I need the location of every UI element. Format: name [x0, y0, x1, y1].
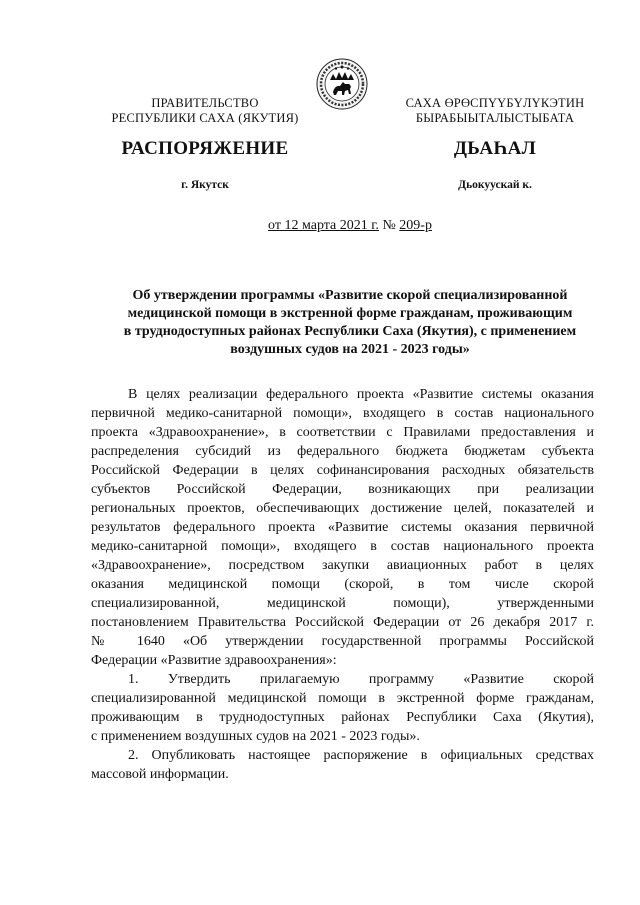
body-line: Федерации «Развитие здравоохранения»:: [91, 653, 337, 668]
body-line: распределения субсидий из федерального бюджета бюджетам субъекта: [91, 444, 594, 459]
body-line: Российской Федерации в целях софинансирования расходных обязательств: [91, 463, 594, 478]
issuer-name-line-2: РЕСПУБЛИКИ САХА (ЯКУТИЯ): [111, 111, 299, 125]
title-line: воздушных судов на 2021 - 2023 годы»: [230, 342, 470, 357]
issuer-name-yakut-line-2: БЫРАБЫЫТАЛЫСТЫБАТА: [415, 111, 575, 125]
body-line: субъектов Российской Федерации, возникающих при реализации: [91, 482, 594, 497]
body-line: № 1640 «Об утверждении государственной программы Российской: [91, 634, 594, 649]
document-type-russian: РАСПОРЯЖЕНИЕ: [121, 138, 289, 159]
issuer-name-line-1: ПРАВИТЕЛЬСТВО: [151, 96, 259, 110]
body-line: оказания медицинской помощи (скорой, в том числе скорой: [91, 577, 594, 592]
coat-of-arms-icon: [316, 58, 368, 110]
issuer-name-yakut-line-1: САХА ӨРӨСПҮҮБҮЛҮКЭТИН: [405, 96, 585, 110]
body-line: проживающим в труднодоступных районах Республики Саха (Якутия),: [91, 710, 594, 725]
body-line: результатов федерального проекта «Развитие системы оказания первичной: [91, 520, 594, 535]
body-line: В целях реализации федерального проекта «Развитие системы оказания: [128, 387, 594, 402]
body-line: постановлением Правительства Российской Федерации от 26 декабря 2017 г.: [91, 615, 594, 630]
document-type-yakut: ДЬАҺАЛ: [453, 138, 537, 159]
body-line: первичной медико-санитарной помощи», входящего в состав национального: [91, 406, 594, 421]
title-line: в труднодоступных районах Республики Саха (Якутия), с применением: [123, 324, 577, 339]
body-line: проекта «Здравоохранение», в соответствии с Правилами предоставления и: [91, 425, 594, 440]
coat-of-arms-emblem: [316, 58, 368, 110]
body-line: медико-санитарной помощи», входящего в состав национального проекта: [91, 539, 594, 554]
body-line: специализированной, медицинской помощи), утвержденными: [91, 596, 594, 611]
issuer-name-russian: [100, 96, 310, 126]
date-value: 12 марта 2021 г.: [284, 218, 379, 233]
body-line: региональных проектов, обеспечивающих достижение целей, показателей и: [91, 501, 594, 516]
title-line: Об утверждении программы «Развитие скорой специализированной: [132, 288, 568, 303]
issuer-name-yakut: [390, 96, 600, 126]
document-date-number: [100, 218, 600, 234]
document-title: [96, 287, 604, 359]
body-line: с применением воздушных судов на 2021 - 2023 годы».: [91, 729, 420, 744]
document-body: [91, 385, 594, 784]
body-line: специализированной медицинской помощи в экстренной форме гражданам,: [91, 691, 594, 706]
body-line: массовой информации.: [91, 767, 229, 782]
title-line: медицинской помощи в экстренной форме гражданам, проживающим: [127, 306, 573, 321]
body-line: 1. Утвердить прилагаемую программу «Развитие скорой: [128, 672, 594, 687]
city-yakut: Дьокуускай к.: [458, 179, 532, 191]
number-prefix: №: [382, 218, 396, 233]
document-number: 209-р: [399, 218, 432, 233]
body-line: 2. Опубликовать настоящее распоряжение в официальных средствах: [128, 748, 594, 763]
body-line: «Здравоохранение», посредством закупки авиационных работ в целях: [91, 558, 594, 573]
date-prefix: от: [268, 218, 281, 233]
city-russian: г. Якутск: [181, 179, 229, 191]
